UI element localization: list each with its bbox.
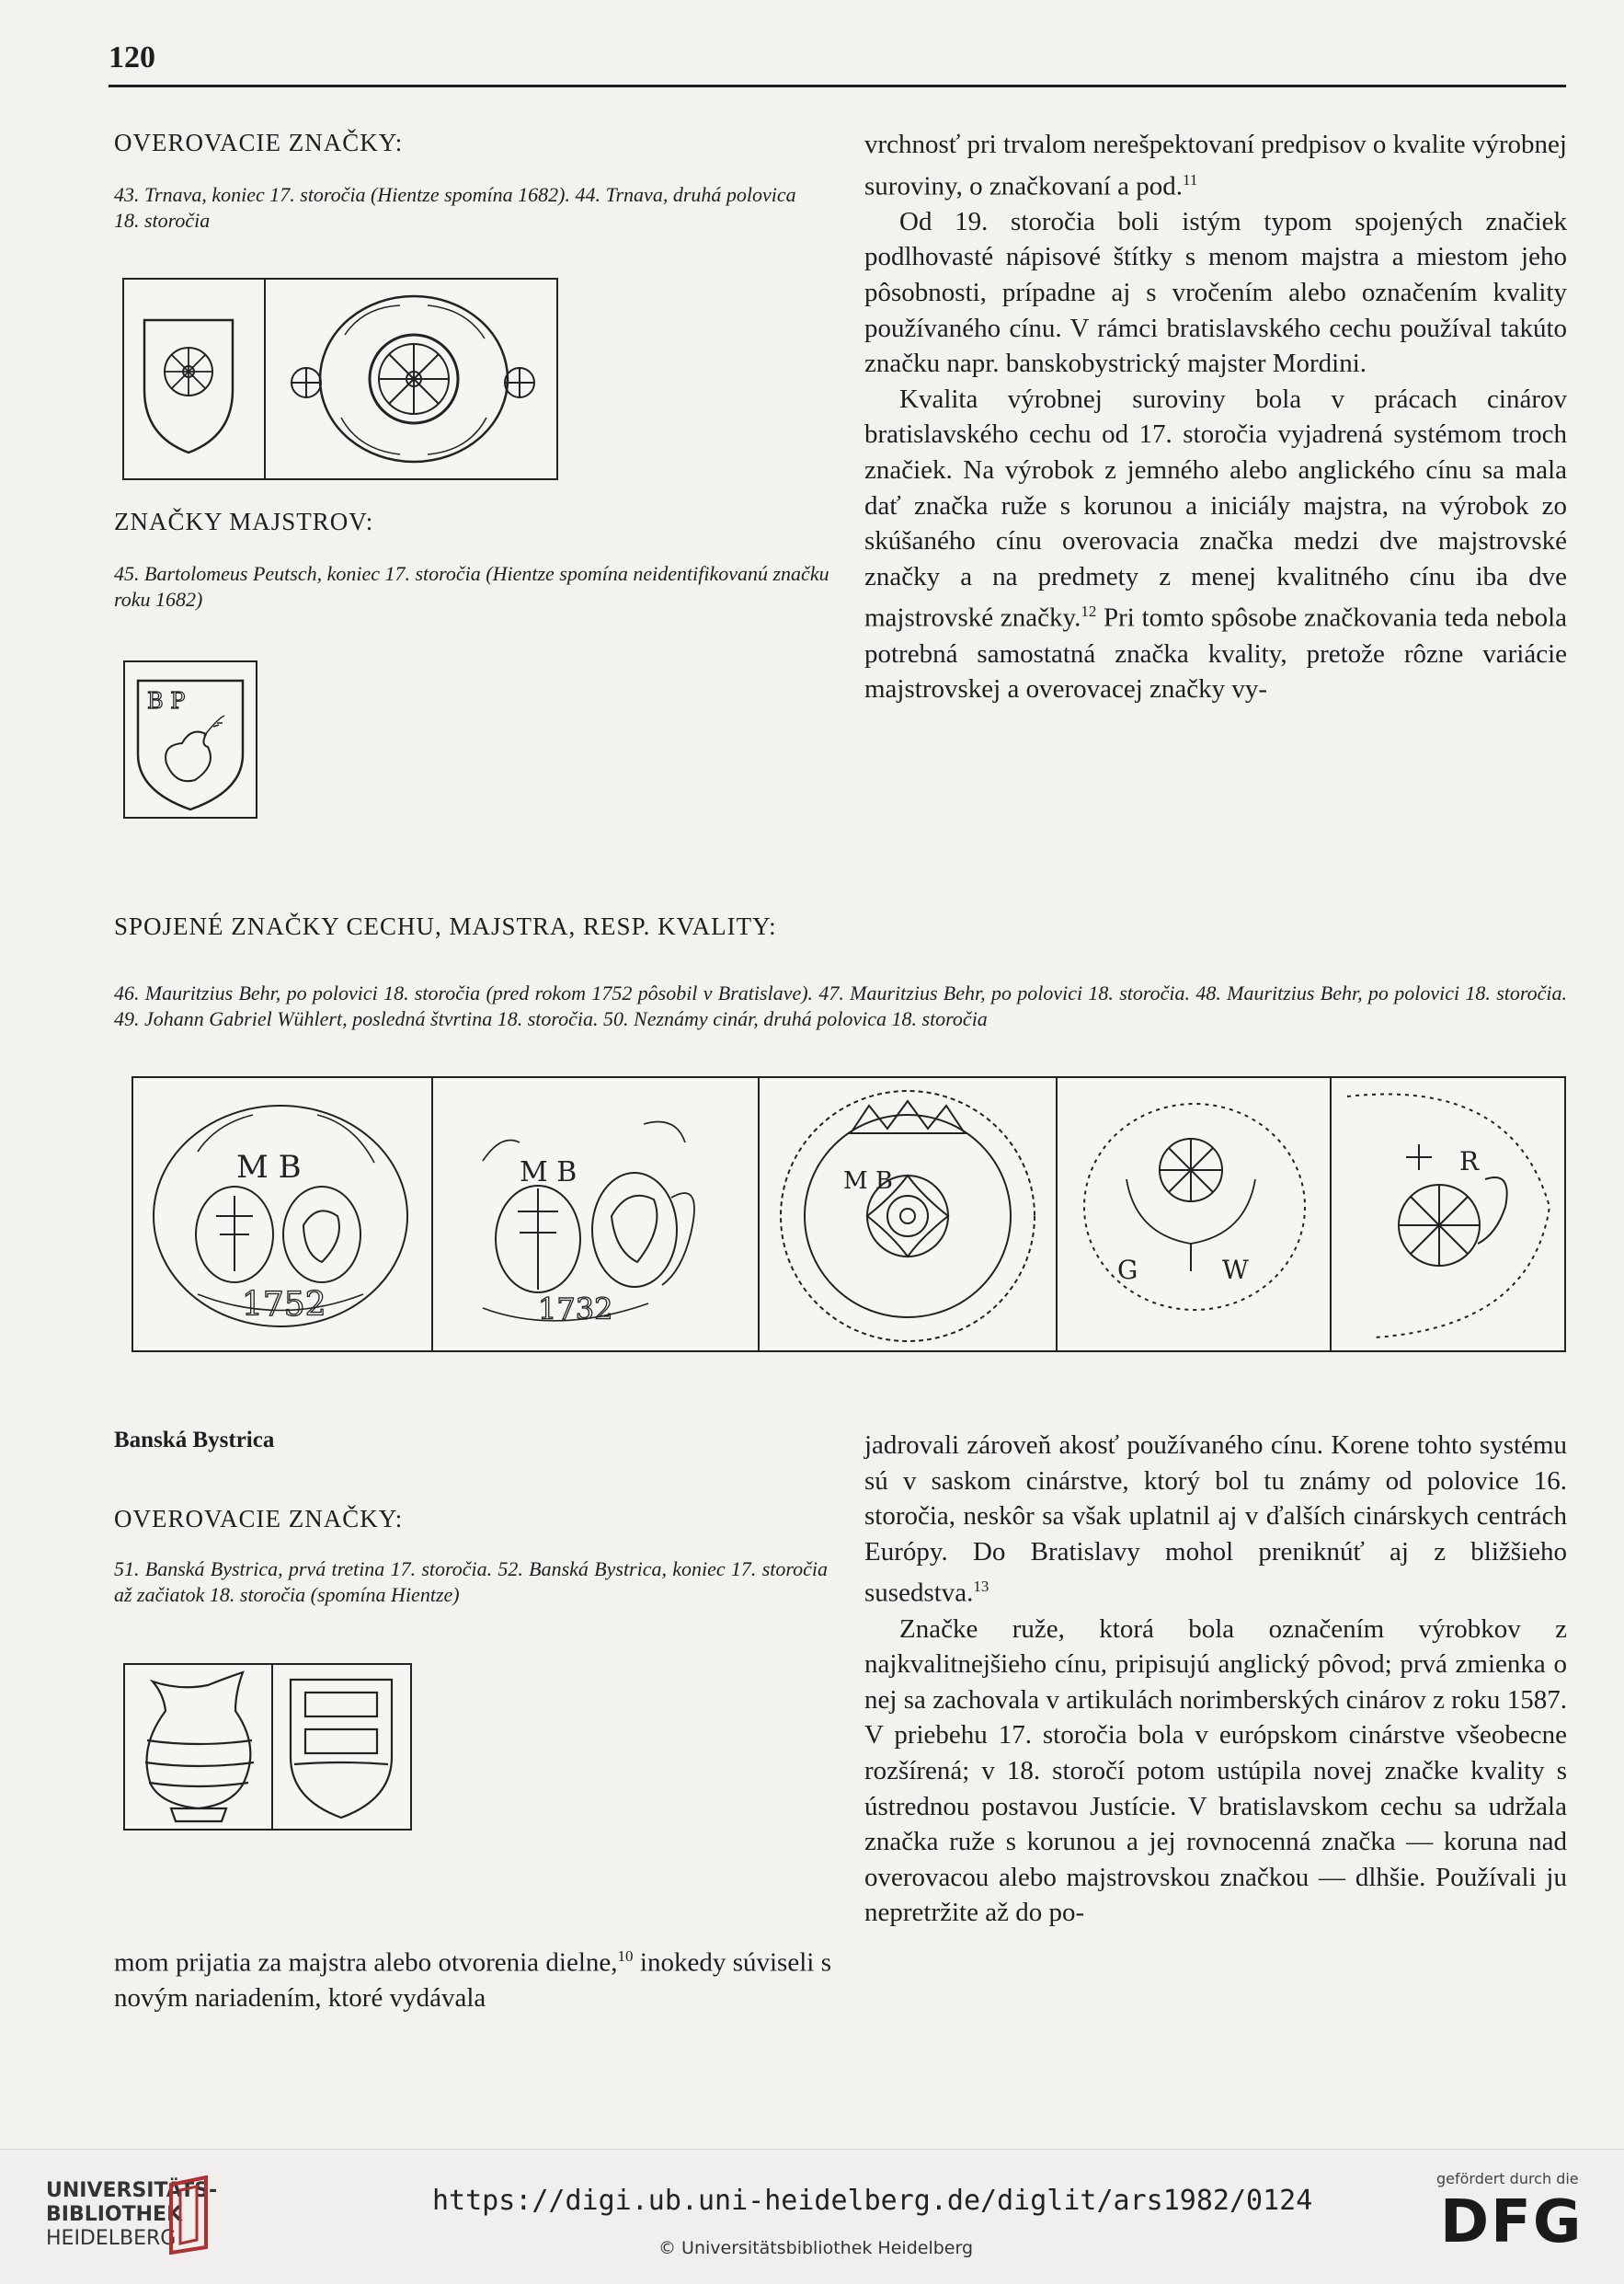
section-heading-overovacie-1: OVEROVACIE ZNAČKY: [114,129,404,156]
body-left-bottom [114,1939,831,2016]
footnote-marker-13: 13 [973,1578,989,1596]
paragraph-text: Pri tomto spôsobe značkovania teda nebola potrebná samostatná značka kvality, pretože rôzne variácie majstrovskej a overovacej značky vy- [864,603,1567,705]
header-rule [109,85,1566,87]
initials-mb-47: M B [520,1156,578,1188]
funded-by-text: gefördert durch die [1436,2170,1579,2187]
paragraph-text: Značke ruže, ktorá bola označením výrobkov z najkvalitnejšieho cínu, pripisujú anglický pôvod; prvá zmienka o nej sa zachovala v artikulách norimberských cinárov z roku 1587. V priebehu 17. storočia bola v európskom cinárstve všeobecne rozšírená; v 18. storočí potom ustúpila novej značke kvality s ústrednou postavou Justície. V bratislavskom cechu sa udržala značka ruže s korunou a jej rovnocenná značka — koruna nad overovacou alebo majstrovskou značkou — dlhšie. Používali ju nepretržite až do po- [864,1613,1567,1928]
initial-g: G [1117,1255,1138,1285]
caption-46-50: 46. Mauritzius Behr, po polovici 18. storočia (pred rokom 1752 pôsobil v Bratislave). 47. Mauritzius Behr, po polovici 18. storočia. 48. Mauritzius Behr, po polovici 18. storočia. 49. Johann Gabriel Wühlert, posledná štvrtina 18. storočia. 50. Neznámy cinár, druhá polovica 18. storočia [114,981,1567,1030]
mark-50 [1347,1095,1550,1338]
year-1752: 1752 [242,1286,326,1324]
paragraph-text: Kvalita výrobnej suroviny bola v prácach cinárov bratislavského cechu od 17. storočia vyjadrená systémom troch značiek. Na výrobok z jemného alebo anglického cínu sa mala dať značka ruže s korunou a iniciály majstra, na výrobok zo skúšaného cínu overovacia značka medzi dve majstrovské značky a na predmety z menej kvalitného cínu iba dve majstrovské značky. [864,384,1567,634]
library-logo[interactable] [46,2179,218,2251]
caption-43-44: 43. Trnava, koniec 17. storočia (Hientze spomína 1682). 44. Trnava, druhá polovica 18. storočia [114,183,796,232]
dfg-logo[interactable]: DFG [1440,2188,1584,2256]
initials-mb-48: M B [843,1167,893,1195]
figure-51-52 [123,1663,412,1831]
section-heading-spojene: SPOJENÉ ZNAČKY CECHU, MAJSTRA, RESP. KVALITY: [114,912,777,940]
footnote-marker-12: 12 [1081,603,1097,621]
paragraph-text: inokedy súviseli s novým nariadením, ktoré vydávala [114,1947,831,2014]
logo-line-1: UNIVERSITÄTS- [46,2179,218,2202]
figure-45-drawing [125,662,256,817]
paragraph-text: mom prijatia za majstra alebo otvorenia dielne, [114,1947,618,1978]
copyright-text: © Universitätsbibliothek Heidelberg [658,2238,974,2258]
page-number: 120 [109,40,155,75]
section-heading-majstrov: ZNAČKY MAJSTROV: [114,508,374,535]
figure-51-52-drawing [125,1665,410,1829]
bird-icon [166,732,211,782]
figure-45 [123,660,257,819]
section-heading-overovacie-2: OVEROVACIE ZNAČKY: [114,1505,404,1532]
initial-r: R [1459,1146,1480,1176]
year-1732: 1732 [538,1291,613,1326]
section-heading-banska-bystrica: Banská Bystrica [114,1428,275,1452]
bp-letters: B P [147,688,186,714]
footnote-marker-11: 11 [1183,170,1198,189]
body-right-bottom [864,1428,1567,1931]
caption-45: 45. Bartolomeus Peutsch, koniec 17. storočia (Hientze spomína neidentifikovanú značku roku 1682) [114,562,829,611]
initials-mb-46: M B [236,1149,302,1186]
figure-46-50 [132,1076,1566,1352]
mark-48 [781,1091,1035,1341]
figure-46-50-drawing [133,1078,1564,1350]
figure-43-44-drawing [124,280,556,478]
figure-43-44 [122,278,558,480]
body-right-top [864,127,1567,707]
paragraph-text: vrchnosť pri trvalom nerešpektovaní predpisov o kvalite výrobnej suroviny, o značkovaní a pod. [864,130,1567,201]
jug-icon [145,1672,254,1821]
paragraph-text: Od 19. storočia boli istým typom spojených značiek podlhovasté nápisové štítky s menom majstra a miestom jeho pôsobnosti, prípadne aj s vročením alebo označením kvality používaného cínu. V rámci bratislavského cechu používal takúto značku napr. banskobystrický majster Mordini. [864,206,1567,379]
shield-icon [291,1680,392,1818]
logo-line-3: HEIDELBERG [46,2227,177,2250]
logo-line-2: BIBLIOTHEK [46,2203,183,2226]
document-url-link[interactable]: https://digi.ub.uni-heidelberg.de/diglit/ars1982/0124 [432,2185,1313,2217]
initial-w: W [1222,1255,1249,1285]
library-emblem-icon [166,2175,213,2255]
caption-51-52: 51. Banská Bystrica, prvá tretina 17. storočia. 52. Banská Bystrica, koniec 17. storočia až začiatok 18. storočia (spomína Hientze) [114,1557,828,1606]
footer-bar [0,2149,1624,2284]
paragraph-text: jadrovali zároveň akosť používaného cínu. Korene tohto systému sú v saskom cinárstve, ktorý bol tu známy od polovice 16. storočia, neskôr sa však uplatnil aj v ďalších cinárskych centrách Európy. Do Bratislavy mohol preniknúť aj z bližšieho susedstva. [864,1430,1567,1609]
footnote-marker-10: 10 [617,1947,634,1965]
